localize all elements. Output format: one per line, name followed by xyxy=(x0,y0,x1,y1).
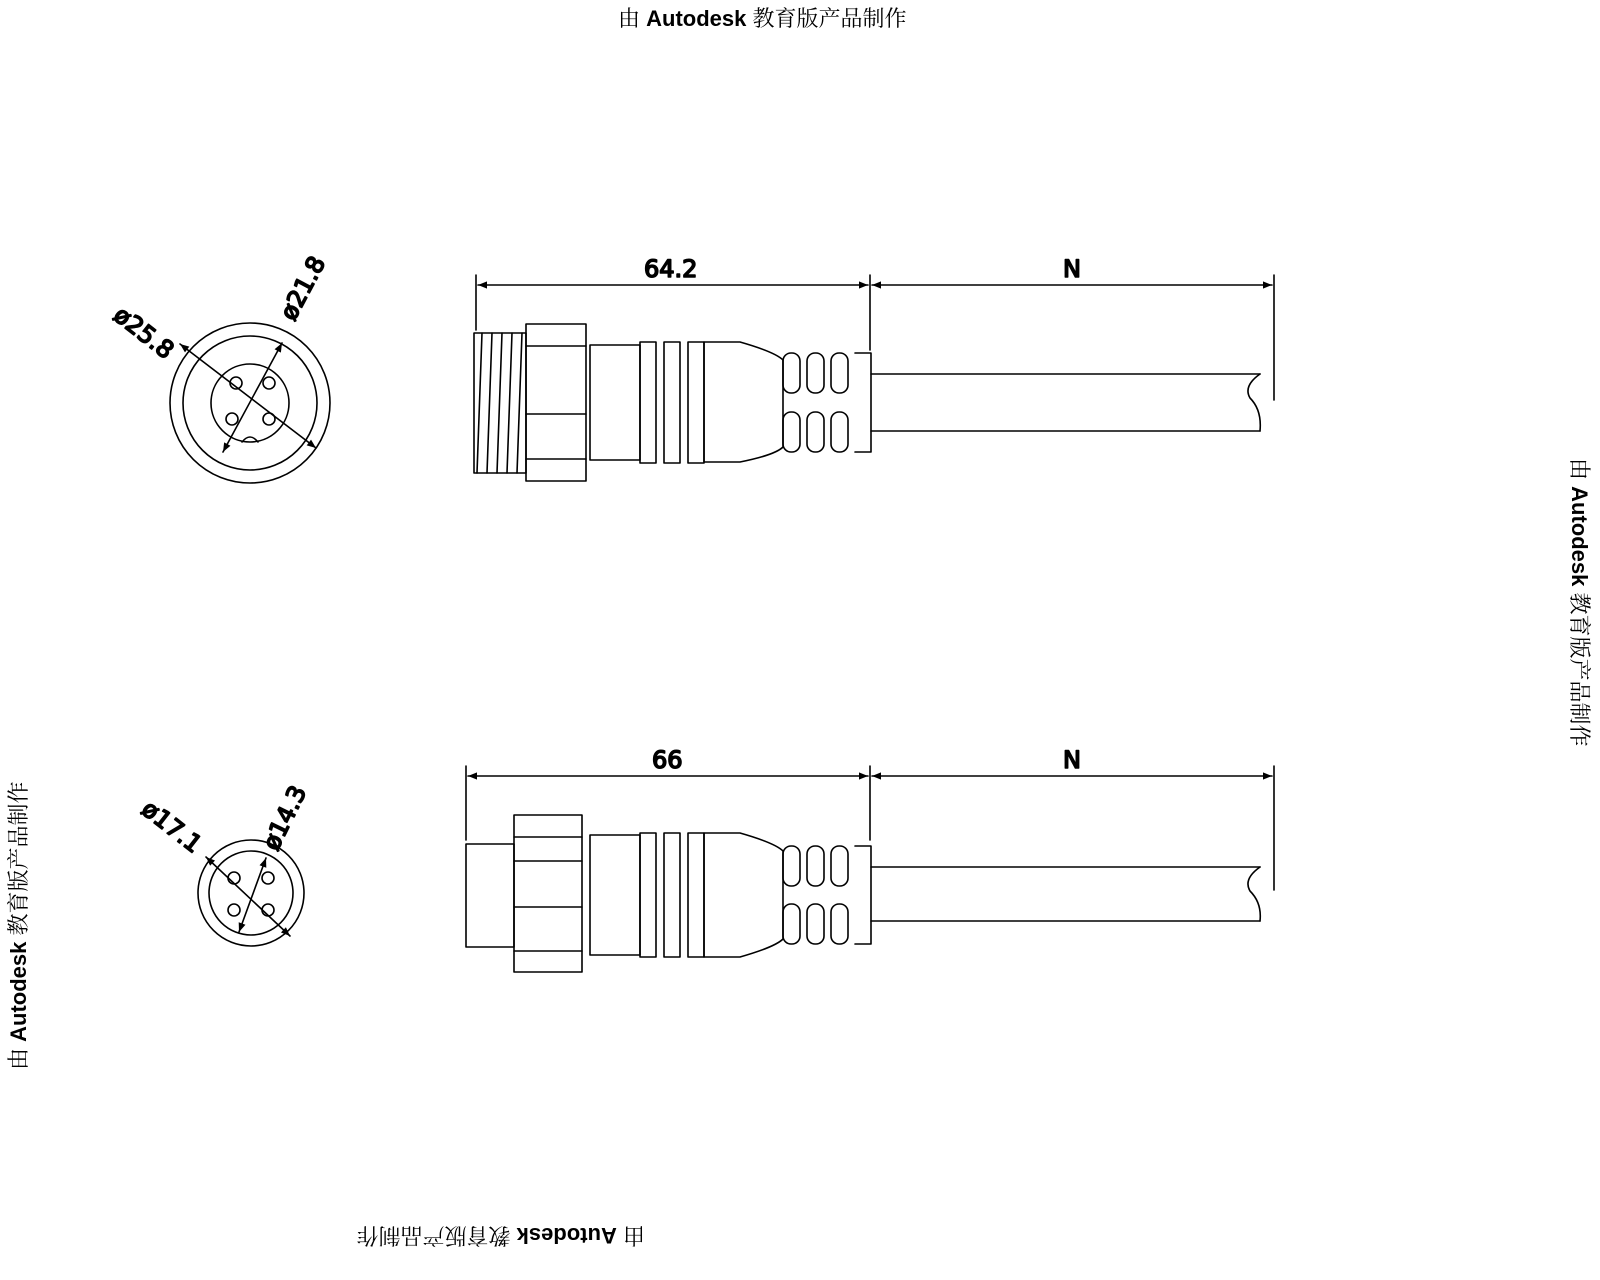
outer-diameter-label: ø17.1 xyxy=(136,794,208,859)
outer-ring xyxy=(198,840,304,946)
length-label: 64.2 xyxy=(644,255,698,283)
strain-relief-slot xyxy=(831,904,848,944)
pin xyxy=(263,377,275,389)
thread-line xyxy=(477,333,482,473)
rib xyxy=(688,833,704,957)
thread-line xyxy=(487,333,492,473)
body xyxy=(590,835,640,955)
rib xyxy=(664,833,680,957)
watermark-brand: Autodesk xyxy=(516,1223,617,1248)
strain-relief-slot xyxy=(807,353,824,393)
strain-relief-end xyxy=(855,846,871,944)
dimension-line xyxy=(206,857,290,936)
body xyxy=(590,345,640,460)
strain-relief-slot xyxy=(783,412,800,452)
watermark-prefix: 由 xyxy=(1567,458,1592,481)
pin xyxy=(262,904,274,916)
rib xyxy=(640,833,656,957)
strain-relief-end xyxy=(855,353,871,452)
tapered-boot xyxy=(704,833,783,957)
inner-diameter-label: ø21.8 xyxy=(274,251,332,325)
strain-relief-slot xyxy=(783,353,800,393)
thread-line xyxy=(507,333,512,473)
bottom-end-view xyxy=(136,781,312,946)
strain-relief-slot xyxy=(831,846,848,886)
cable-break xyxy=(1248,867,1260,921)
watermark-suffix: 教育版产品制作 xyxy=(752,6,907,31)
watermark-prefix: 由 xyxy=(618,6,641,31)
thread-line xyxy=(517,333,522,473)
dimension-line xyxy=(223,343,282,452)
thread-line xyxy=(497,333,502,473)
strain-relief-slot xyxy=(807,846,824,886)
coupling-nut xyxy=(514,815,582,972)
watermark-brand: Autodesk xyxy=(646,6,747,31)
length-label: 66 xyxy=(652,746,683,774)
rib xyxy=(664,342,680,463)
strain-relief-slot xyxy=(783,846,800,886)
outer-diameter-label: ø25.8 xyxy=(108,300,180,365)
strain-relief-slot xyxy=(807,904,824,944)
strain-relief-slot xyxy=(831,412,848,452)
cable-length-label: N xyxy=(1063,255,1081,283)
dimension-line xyxy=(239,858,266,932)
pin xyxy=(228,904,240,916)
dimension-line xyxy=(180,344,316,448)
coupling-nut xyxy=(526,324,586,481)
watermark-brand: Autodesk xyxy=(1567,486,1592,587)
pin xyxy=(226,413,238,425)
top-side-view xyxy=(474,255,1274,481)
rib xyxy=(640,342,656,463)
watermark-suffix: 教育版产品制作 xyxy=(1567,592,1592,747)
watermark-prefix: 由 xyxy=(622,1223,645,1248)
strain-relief-slot xyxy=(807,412,824,452)
cable-break xyxy=(1248,374,1260,431)
strain-relief-slot xyxy=(831,353,848,393)
pin xyxy=(228,872,240,884)
rib xyxy=(688,342,704,463)
strain-relief-slot xyxy=(783,904,800,944)
plug-end xyxy=(466,844,514,947)
watermark-suffix: 教育版产品制作 xyxy=(356,1223,511,1248)
inner-diameter-label: ø14.3 xyxy=(257,781,313,855)
pin xyxy=(262,872,274,884)
cable-length-label: N xyxy=(1063,746,1081,774)
watermark-suffix: 教育版产品制作 xyxy=(6,781,31,936)
watermark-prefix: 由 xyxy=(6,1047,31,1070)
watermark-brand: Autodesk xyxy=(6,941,31,1042)
insert-ring xyxy=(209,851,293,935)
tapered-boot xyxy=(704,342,783,462)
bottom-side-view xyxy=(466,746,1274,972)
top-end-view xyxy=(108,252,331,483)
